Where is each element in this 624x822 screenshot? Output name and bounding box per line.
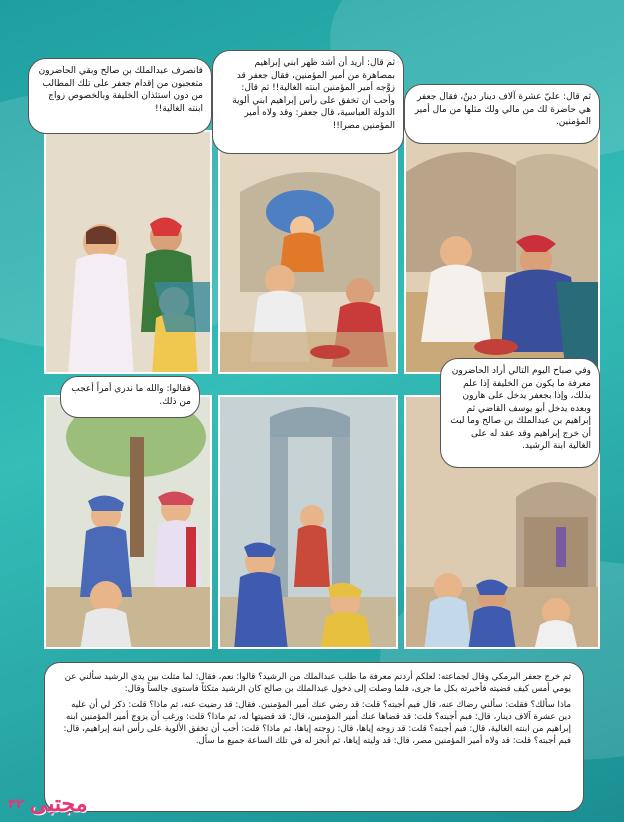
speech-bubble-panel-6 bbox=[60, 376, 200, 418]
speech-bubble-panel-4 bbox=[440, 358, 600, 468]
panel-6-illustration bbox=[46, 397, 212, 649]
bubble-text: ثم قال: أريد أن أشد ظهر ابني إبراهيم بمصاهرة من أمير المؤمنين، فقال جعفر قد زوَّجه أمير المؤمنين ابنته الغالية!! ثم قال: وأحب أن تخفق على رأس إبراهيم ابني ألوية الدولة العباسية، قال جعفر: وقد ولاه أمير المؤمنين مصرا!! bbox=[232, 58, 395, 131]
speech-bubble-panel-1 bbox=[404, 84, 600, 144]
panel-1-illustration bbox=[406, 132, 600, 374]
panel-5-illustration bbox=[220, 397, 398, 649]
page-number: ٣٢ bbox=[8, 796, 24, 812]
bubble-text: وفي صباح اليوم التالي أراد الحاضرون معرفة ما يكون من الخليفة إذا علم بذلك، وإذا بجعفر يدخل على هارون وبعده يدخل أبو يوسف القاضي ثم إبراهيم بن عبدالملك بن صالح وما لبث أن خرج إبراهيم وقد عقد له على الغالية ابنة الرشيد. bbox=[450, 366, 591, 451]
magazine-logo: مجتبى bbox=[29, 791, 88, 817]
comic-panel-3 bbox=[44, 130, 212, 374]
panel-2-illustration bbox=[220, 132, 398, 374]
speech-bubble-panel-3 bbox=[28, 58, 212, 134]
page-footer bbox=[8, 790, 184, 818]
comic-panel-2 bbox=[218, 130, 398, 374]
comic-panel-5 bbox=[218, 395, 398, 649]
speech-bubble-panel-2 bbox=[212, 50, 404, 154]
bubble-text: ثم قال: عليّ عشرة آلاف دينار دينٌ، فقال جعفر هي حاضرة لك من مالي ولك مثلها من مال أمير المؤمنين. bbox=[414, 92, 591, 127]
caption-paragraph-2: ماذا سألك؟ فقلت: سألني رضاك عنه، قال فبم أجبته؟ قلت: قد رضي عنك أمير المؤمنين. فقال: قد رضيت عنه، ثم ماذا؟ قلت: ذكر لي أن عليه دين عشرة آلاف دينار، قال: فبم أجبته؟ قلت: قد قضاها عنك أمير المؤمنين، قال: قد قضيتها له، ثم ماذا؟ قلت: ورغب أن يزوج أمير المؤمنين ابنه إبراهيم من ابنته الغالية، قال: فبم أجبته؟ قلت: قد زوجه إياها، قال: زوجته إياها، ثم ماذا؟ قلت: أحب أن تخفق الألوية على رأس ابنه إبراهيم، قال: فبم أجبته؟ قلت: قد ولاه أمير المؤمنين مصر، قال: قد وليته إياها، ثم أنجز له في تلك الساعة جميع ما سأل. bbox=[63, 699, 571, 747]
comic-panel-1 bbox=[404, 130, 600, 374]
bubble-text: فانصرف عبدالملك بن صالح وبقي الحاضرون متعجبون من إقدام جعفر على تلك المطالب من دون استئذان الخليفة وبالخصوص زواج ابنته الغالية!! bbox=[38, 66, 203, 114]
bubble-text: فقالوا: والله ما ندري أمراً أعجب من ذلك. bbox=[71, 384, 191, 407]
comic-panel-6 bbox=[44, 395, 212, 649]
panel-3-illustration bbox=[46, 132, 212, 374]
issue-info: العدد ١١٥ - ذو القعدة ١٤٢٨ bbox=[93, 799, 184, 809]
caption-paragraph-1: ثم خرج جعفر البرمكي وقال لجماعته: لعلكم أردتم معرفة ما طلب عبدالملك من الرشيد؟ قالوا: نعم، فقال: لما مثلت بين يدي الرشيد سألني عن يومي أمس كيف قضيته فأخبرته بكل ما جرى، فلما وصلت إلى دخول عبدالملك بن صالح كان الرشيد متكئاً فاستوى جالساً وقال: bbox=[64, 672, 571, 695]
